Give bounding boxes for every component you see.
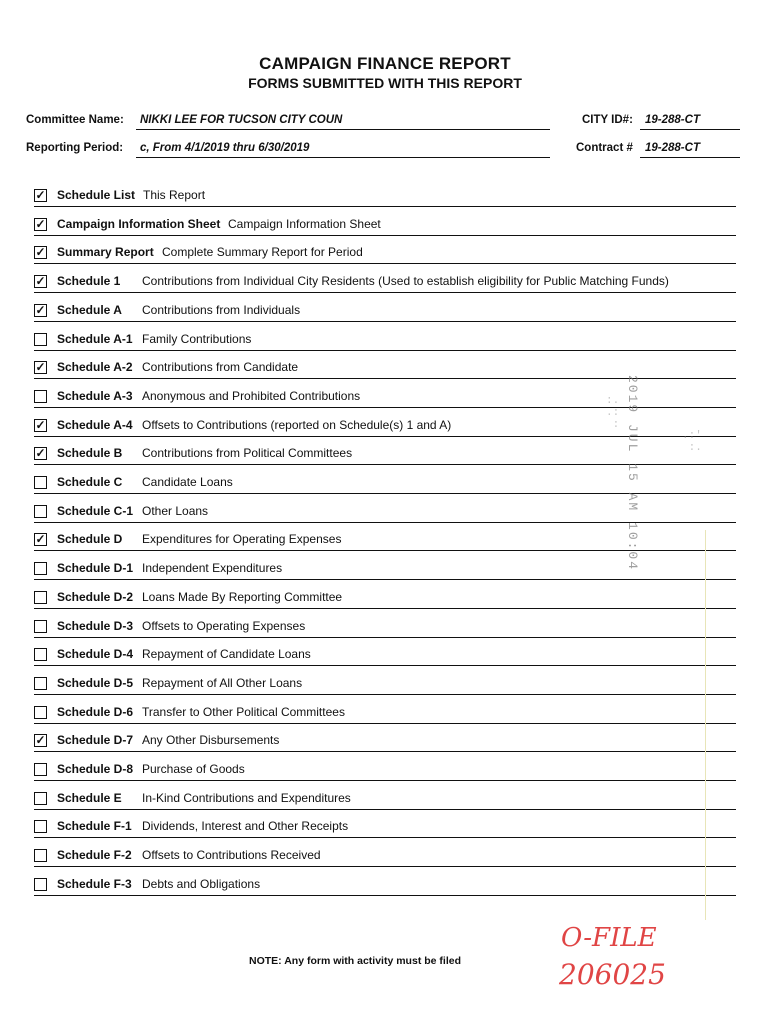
empty-checkbox[interactable]: [34, 820, 47, 833]
checked-checkbox[interactable]: ✓: [35, 216, 46, 231]
row-underline: [34, 837, 736, 838]
schedule-row: [34, 789, 736, 813]
row-underline: [34, 895, 736, 896]
schedule-description: Anonymous and Prohibited Contributions: [142, 388, 361, 403]
row-underline: [34, 206, 736, 207]
row-underline: [34, 235, 736, 236]
schedule-row: [34, 588, 736, 612]
schedule-description: Complete Summary Report for Period: [162, 245, 363, 260]
handwriting-line-2: 206025: [559, 958, 666, 991]
schedule-description: Loans Made By Reporting Committee: [142, 589, 343, 604]
checked-checkbox[interactable]: ✓: [35, 417, 46, 432]
schedule-name: Schedule D: [57, 532, 123, 547]
reporting-period-label: Reporting Period:: [26, 142, 124, 154]
schedule-name: Schedule A: [57, 302, 122, 317]
schedule-description: Debts and Obligations: [142, 876, 261, 891]
contract-underline: [640, 157, 740, 158]
checked-checkbox[interactable]: ✓: [35, 188, 46, 202]
schedule-name: Schedule D-2: [57, 589, 134, 604]
row-underline: [34, 694, 736, 695]
schedule-name: Schedule D-4: [57, 647, 134, 662]
schedule-description: Contributions from Candidate: [142, 360, 299, 375]
reporting-period-underline: [136, 157, 550, 158]
schedule-name: Schedule A-2: [57, 360, 133, 375]
schedule-description: Purchase of Goods: [142, 762, 245, 776]
schedule-description: Contributions from Individual City Residents (Used to establish eligibility for Public Matching Funds): [142, 274, 669, 289]
empty-checkbox[interactable]: [34, 648, 47, 661]
empty-checkbox[interactable]: [34, 390, 47, 403]
handwritten-file-number: [555, 918, 705, 998]
row-underline: [34, 866, 736, 867]
schedule-name: Schedule A-3: [57, 388, 133, 403]
stamp-smudge: .:' :.: [682, 430, 702, 454]
schedule-description: Contributions from Individuals: [142, 302, 301, 317]
schedule-description: Other Loans: [142, 503, 209, 518]
schedule-name: Schedule F-3: [57, 876, 132, 891]
schedule-description: Contributions from Political Committees: [142, 446, 353, 461]
schedule-description: Offsets to Contributions Received: [142, 848, 321, 863]
schedule-name: Schedule D-8: [57, 762, 134, 776]
checked-checkbox[interactable]: ✓: [35, 532, 46, 547]
empty-checkbox[interactable]: [34, 505, 47, 518]
empty-checkbox[interactable]: [34, 763, 47, 776]
schedule-description: Candidate Loans: [142, 475, 233, 489]
empty-checkbox[interactable]: [34, 878, 47, 891]
schedule-description: Any Other Disbursements: [142, 733, 280, 748]
schedule-name: Schedule D-1: [57, 561, 134, 576]
schedule-name: Schedule D-5: [57, 675, 134, 690]
row-underline: [34, 637, 736, 638]
filing-note: NOTE: Any form with activity must be filed: [249, 955, 461, 967]
scan-artifact-line: [705, 530, 706, 920]
schedule-name: Schedule D-7: [57, 733, 134, 748]
row-underline: [34, 751, 736, 752]
empty-checkbox[interactable]: [34, 849, 47, 862]
schedule-description: Offsets to Operating Expenses: [142, 618, 306, 633]
empty-checkbox[interactable]: [34, 591, 47, 604]
schedule-row: [34, 272, 736, 296]
schedule-name: Schedule A-1: [57, 331, 133, 346]
empty-checkbox[interactable]: [34, 562, 47, 575]
schedule-row: [34, 330, 736, 354]
row-underline: [34, 723, 736, 724]
schedule-row: [34, 186, 736, 210]
schedule-name: Schedule 1: [57, 274, 121, 289]
schedule-description: Expenditures for Operating Expenses: [142, 532, 342, 547]
empty-checkbox[interactable]: [34, 677, 47, 690]
empty-checkbox[interactable]: [34, 706, 47, 719]
checked-checkbox[interactable]: ✓: [35, 733, 46, 748]
row-underline: [34, 350, 736, 351]
report-title: CAMPAIGN FINANCE REPORT: [259, 54, 511, 73]
schedule-row: [34, 215, 736, 239]
schedule-description: This Report: [143, 188, 206, 202]
schedule-name: Schedule F-2: [57, 848, 132, 863]
schedule-row: [34, 301, 736, 325]
schedule-row: [34, 731, 736, 755]
contract-value: 19-288-CT: [645, 142, 700, 154]
row-underline: [34, 809, 736, 810]
schedule-name: Schedule D-3: [57, 618, 134, 633]
city-id-underline: [640, 129, 740, 130]
city-id-value: 19-288-CT: [645, 114, 700, 126]
row-underline: [34, 321, 736, 322]
checked-checkbox[interactable]: ✓: [35, 446, 46, 461]
schedule-name: Schedule E: [57, 790, 122, 805]
checked-checkbox[interactable]: ✓: [35, 302, 46, 317]
contract-label: Contract #: [576, 142, 633, 154]
row-underline: [34, 780, 736, 781]
schedule-name: Schedule A-4: [57, 417, 133, 432]
schedule-name: Campaign Information Sheet: [57, 216, 221, 231]
schedule-row: [34, 243, 736, 267]
schedule-description: Dividends, Interest and Other Receipts: [142, 819, 349, 834]
checked-checkbox[interactable]: ✓: [35, 274, 46, 289]
schedule-row: [34, 703, 736, 727]
schedule-row: [34, 645, 736, 669]
schedule-description: Repayment of Candidate Loans: [142, 647, 311, 662]
schedule-description: Campaign Information Sheet: [228, 216, 381, 231]
schedule-name: Schedule C: [57, 475, 123, 489]
schedule-row: [34, 875, 736, 899]
row-underline: [34, 608, 736, 609]
schedule-description: Transfer to Other Political Committees: [142, 704, 345, 719]
empty-checkbox[interactable]: [34, 476, 47, 489]
reporting-period-value: c, From 4/1/2019 thru 6/30/2019: [140, 142, 310, 154]
received-date-stamp: 2019 JUL 15 AM 10:04: [625, 375, 640, 572]
schedule-description: Family Contributions: [142, 331, 252, 346]
checked-checkbox[interactable]: ✓: [35, 245, 46, 260]
empty-checkbox[interactable]: [34, 792, 47, 805]
row-underline: [34, 263, 736, 264]
report-subtitle: FORMS SUBMITTED WITH THIS REPORT: [248, 75, 522, 91]
committee-name-value: NIKKI LEE FOR TUCSON CITY COUN: [140, 114, 343, 126]
schedule-row: [34, 846, 736, 870]
empty-checkbox[interactable]: [34, 620, 47, 633]
schedule-name: Schedule D-6: [57, 704, 134, 719]
schedule-description: In-Kind Contributions and Expenditures: [142, 790, 351, 805]
schedule-name: Summary Report: [57, 245, 154, 260]
checked-checkbox[interactable]: ✓: [35, 360, 46, 375]
handwriting-line-1: O-FILE: [561, 923, 657, 953]
schedule-description: Repayment of All Other Loans: [142, 675, 303, 690]
row-underline: [34, 665, 736, 666]
city-id-label: CITY ID#:: [582, 114, 633, 126]
schedule-row: [34, 760, 736, 784]
schedule-name: Schedule List: [57, 188, 136, 202]
schedule-name: Schedule F-1: [57, 819, 132, 834]
row-underline: [34, 579, 736, 580]
schedule-row: [34, 674, 736, 698]
schedule-row: [34, 817, 736, 841]
row-underline: [34, 292, 736, 293]
schedule-row: [34, 617, 736, 641]
schedule-name: Schedule B: [57, 446, 123, 461]
committee-name-label: Committee Name:: [26, 114, 124, 126]
empty-checkbox[interactable]: [34, 333, 47, 346]
stamp-smudge: :. .: :: [606, 395, 620, 431]
schedule-description: Independent Expenditures: [142, 561, 283, 576]
schedule-name: Schedule C-1: [57, 503, 134, 518]
schedule-description: Offsets to Contributions (reported on Schedule(s) 1 and A): [142, 417, 452, 432]
committee-name-underline: [136, 129, 550, 130]
